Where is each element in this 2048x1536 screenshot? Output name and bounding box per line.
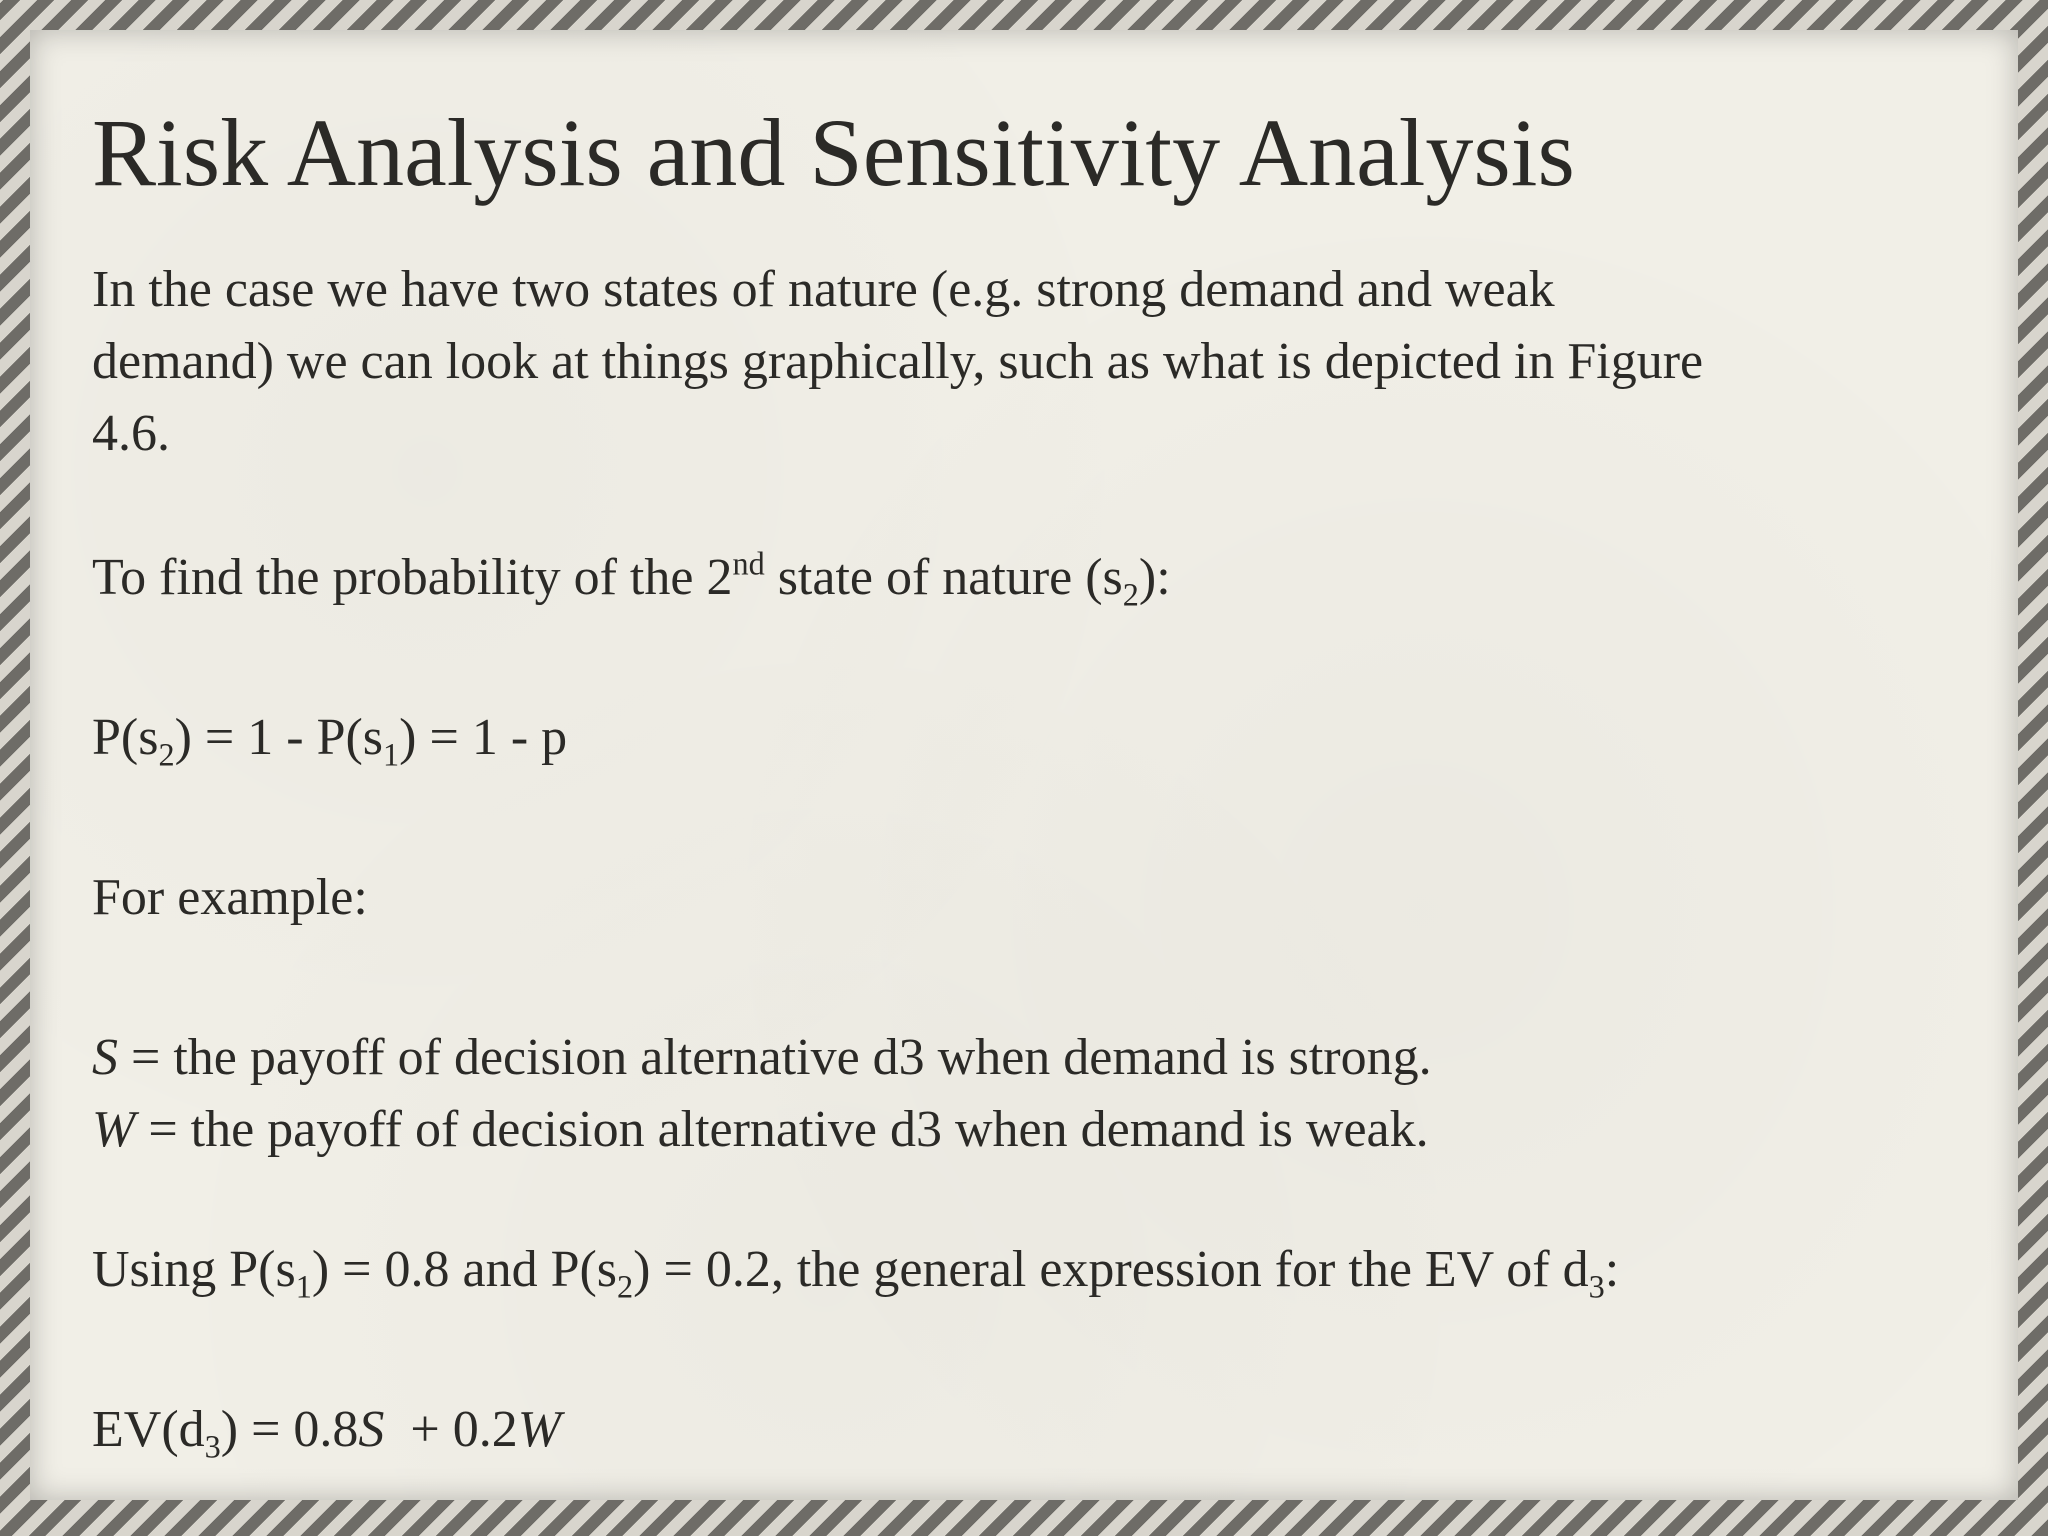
find-prob-middle: state of nature (s xyxy=(764,549,1123,606)
using-sub2: 2 xyxy=(617,1268,634,1305)
def-s-text: = the payoff of decision alternative d3 when demand is strong. xyxy=(118,1029,1432,1086)
intro-line-3: 4.6. xyxy=(92,405,170,462)
ps2-t3: ) = 1 - p xyxy=(399,709,568,766)
using-t3: ) = 0.2, the general expression for the EV of d xyxy=(633,1241,1589,1298)
for-example-label: For example: xyxy=(92,869,368,926)
def-w-text: = the payoff of decision alternative d3 when demand is weak. xyxy=(135,1101,1429,1158)
ps2-sub2: 1 xyxy=(383,736,400,773)
using-line xyxy=(92,1234,1619,1306)
ps2-formula xyxy=(92,702,567,774)
using-sub3: 3 xyxy=(1588,1268,1605,1305)
ev-sub1: 3 xyxy=(204,1428,221,1465)
ev-var-w: W xyxy=(517,1401,562,1458)
using-sub1: 1 xyxy=(295,1268,312,1305)
ev-var-s: S xyxy=(358,1401,385,1458)
ev-formula xyxy=(92,1394,561,1466)
ps2-sub1: 2 xyxy=(158,736,175,773)
find-prob-sup: nd xyxy=(732,545,765,582)
find-prob-sub: 2 xyxy=(1122,576,1139,613)
intro-line-1: In the case we have two states of nature (e.g. strong demand and weak xyxy=(92,261,1555,318)
def-w-var: W xyxy=(92,1101,136,1158)
def-s-var: S xyxy=(92,1029,118,1086)
using-t1: Using P(s xyxy=(92,1241,296,1298)
intro-line-2: demand) we can look at things graphically, such as what is depicted in Figure xyxy=(92,333,1704,390)
find-probability-line xyxy=(92,542,1171,614)
ps2-t1: P(s xyxy=(92,709,159,766)
ps2-t2: ) = 1 - P(s xyxy=(174,709,384,766)
slide-title: Risk Analysis and Sensitivity Analysis xyxy=(92,99,1575,206)
def-s-line xyxy=(92,1022,1432,1094)
ev-t3: + 0.2 xyxy=(384,1401,518,1458)
ev-t2: ) = 0.8 xyxy=(220,1401,359,1458)
def-w-line xyxy=(92,1094,1429,1166)
slide-canvas xyxy=(30,30,2018,1500)
using-t2: ) = 0.8 and P(s xyxy=(311,1241,618,1298)
find-prob-prefix: To find the probability of the 2 xyxy=(92,549,733,606)
ev-t1: EV(d xyxy=(92,1401,205,1458)
find-prob-suffix: ): xyxy=(1138,549,1171,606)
using-t4: : xyxy=(1604,1241,1620,1298)
